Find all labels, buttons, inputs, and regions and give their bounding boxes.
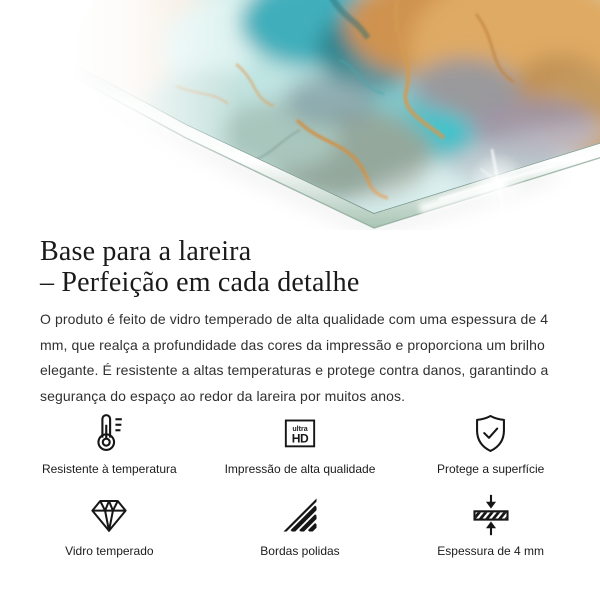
- feature-label: Bordas polidas: [260, 544, 340, 558]
- ultra-hd-icon-text-top: ultra: [292, 424, 308, 433]
- diamond-icon: [88, 493, 130, 537]
- feature-label: Vidro temperado: [65, 544, 154, 558]
- shield-check-icon: [469, 411, 512, 455]
- ultra-hd-icon-text-bottom: HD: [291, 431, 309, 446]
- feature-polished-edges: [205, 493, 396, 558]
- title-line-1: Base para a lareira: [40, 236, 252, 267]
- title-line-2: – Perfeição em cada detalhe: [40, 267, 360, 298]
- polished-edges-icon: [281, 493, 319, 537]
- ultra-hd-icon: [280, 411, 320, 455]
- features-grid: [14, 411, 586, 558]
- product-hero-image: [0, 0, 600, 230]
- product-description: O produto é feito de vidro temperado de alta qualidade com uma espessura de 4 mm, que realça a profundidade das cores da impressão e proporciona um brilho elegante. É resistente a altas temperaturas e protege contra danos, garantindo a segurança do espaço ao redor da lareira por muitos anos.: [40, 311, 549, 404]
- feature-thickness: [395, 493, 586, 558]
- feature-tempered-glass: [14, 493, 205, 558]
- feature-print-quality: [205, 411, 396, 476]
- glass-panel-photo: [0, 0, 600, 230]
- thermometer-icon: [87, 411, 131, 455]
- feature-temperature: [14, 411, 205, 476]
- feature-label: Espessura de 4 mm: [437, 544, 545, 558]
- page-title: [40, 236, 560, 298]
- feature-label: Impressão de alta qualidade: [224, 462, 376, 476]
- feature-surface-protection: [395, 411, 586, 476]
- feature-label: Resistente à temperatura: [41, 462, 177, 476]
- thickness-icon: [469, 493, 513, 537]
- feature-label: Protege a superfície: [436, 462, 545, 476]
